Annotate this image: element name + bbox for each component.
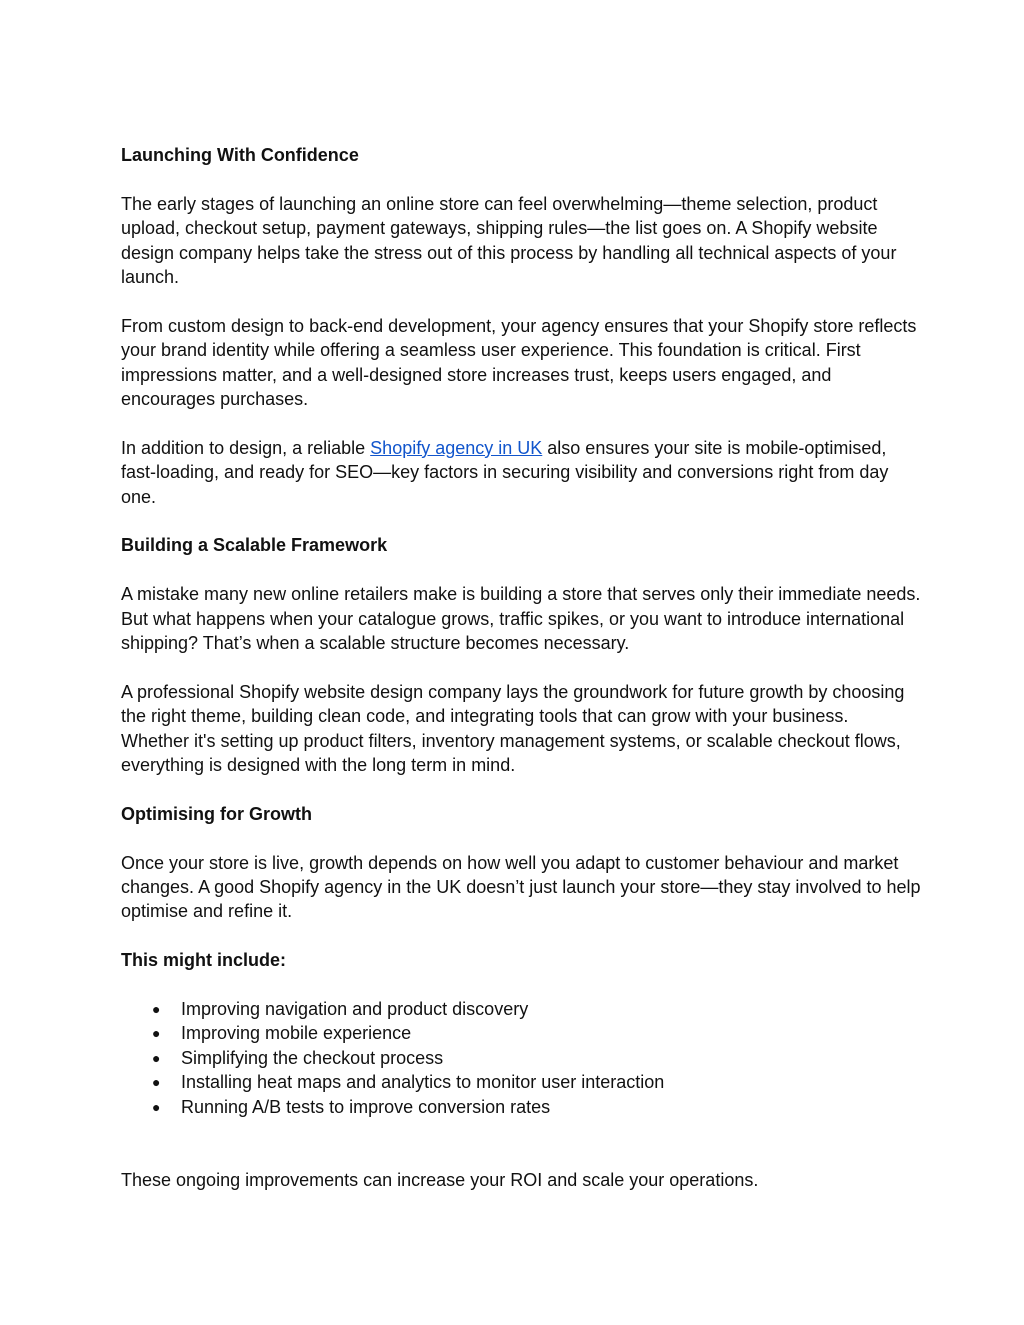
bullet-icon: ● <box>152 1098 161 1115</box>
list-item-text: Improving navigation and product discovery <box>181 999 529 1020</box>
bullet-icon: ● <box>152 1025 161 1042</box>
list-item <box>121 1021 921 1045</box>
paragraph-launching-2: From custom design to back-end development, your agency ensures that your Shopify store reflects your brand identity while offering a seamless user experience. This foundation is critical. First impressions matter, and a well-designed store increases trust, keeps users engaged, and encourages purchases. <box>121 315 917 410</box>
list-item-text: Installing heat maps and analytics to monitor user interaction <box>181 1072 665 1093</box>
list-item-text: Improving mobile experience <box>181 1023 412 1044</box>
blank-line-spacer <box>121 1119 921 1168</box>
improvements-list <box>121 997 921 1119</box>
section-heading-scalable: Building a Scalable Framework <box>121 535 388 556</box>
list-item-text: Running A/B tests to improve conversion rates <box>181 1096 551 1117</box>
paragraph-launching-3 <box>121 436 921 509</box>
paragraph-scalable-1: A mistake many new online retailers make is building a store that serves only their immediate needs. But what happens when your catalogue grows, traffic spikes, or you want to introduce international shipping? That’s when a scalable structure becomes necessary. <box>121 584 921 654</box>
paragraph-launching-1: The early stages of launching an online store can feel overwhelming—theme selection, product upload, checkout setup, payment gateways, shipping rules—the list goes on. A Shopify website design company helps take the stress out of this process by handling all technical aspects of your launch. <box>121 193 897 288</box>
paragraph-text: also ensures your site is mobile-optimised, fast-loading, and ready for SEO—key factors in securing visibility and conversions right from day one. <box>121 437 889 507</box>
shopify-agency-link[interactable]: Shopify agency in UK <box>370 437 543 458</box>
bullet-icon: ● <box>152 1074 161 1091</box>
paragraph-growth-1: Once your store is live, growth depends on how well you adapt to customer behaviour and market changes. A good Shopify agency in the UK doesn’t just launch your store—they stay involved to help optimise and refine it. <box>121 852 921 922</box>
bullet-icon: ● <box>152 1049 161 1066</box>
paragraph-scalable-2: A professional Shopify website design company lays the groundwork for future growth by choosing the right theme, building clean code, and integrating tools that can grow with your business. Whether it's setting up product filters, inventory management systems, or scalable checkout flows, everything is designed with the long term in mind. <box>121 681 905 776</box>
section-heading-launching: Launching With Confidence <box>121 145 359 165</box>
bullet-icon: ● <box>152 1001 161 1018</box>
list-item <box>121 1095 921 1119</box>
section-heading-growth: Optimising for Growth <box>121 803 312 824</box>
list-item <box>121 1046 921 1070</box>
closing-paragraph: These ongoing improvements can increase your ROI and scale your operations. <box>121 1169 759 1190</box>
paragraph-text: In addition to design, a reliable <box>121 437 371 458</box>
list-item-text: Simplifying the checkout process <box>181 1047 444 1068</box>
list-item <box>121 997 921 1021</box>
list-heading: This might include: <box>121 950 286 971</box>
list-item <box>121 1070 921 1094</box>
document-body <box>121 143 921 1217</box>
